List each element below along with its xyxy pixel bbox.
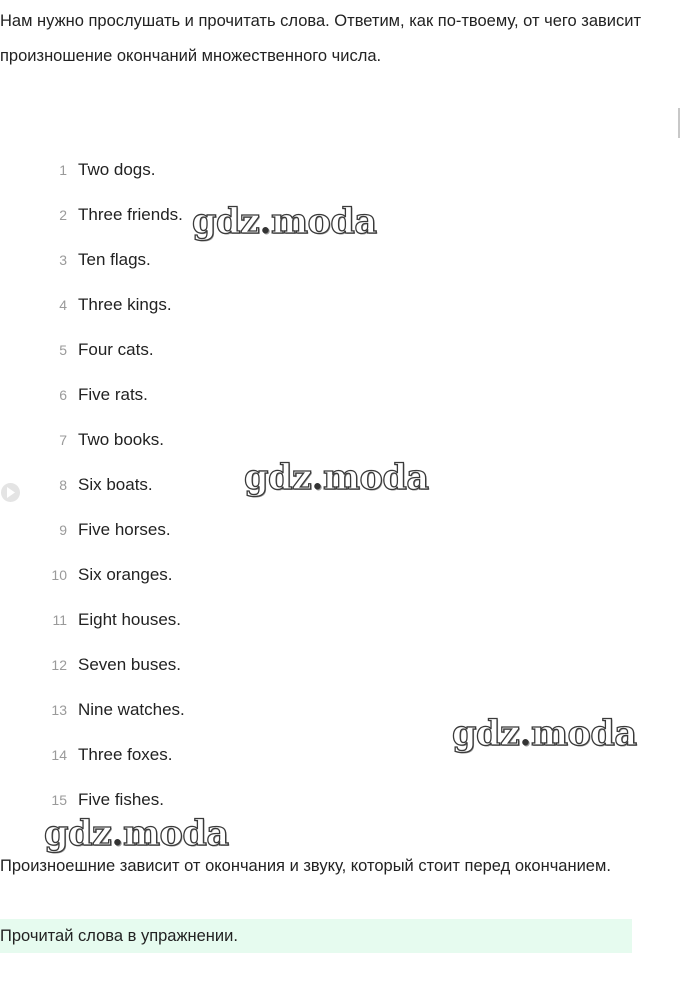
play-icon [7, 487, 15, 498]
item-number: 7 [59, 432, 67, 448]
item-text: Five rats. [78, 385, 148, 404]
task-instruction: Прочитай слова в упражнении. [0, 919, 632, 953]
item-text: Five fishes. [78, 790, 164, 809]
item-number: 10 [51, 567, 67, 583]
item-number: 4 [59, 297, 67, 313]
item-text: Ten flags. [78, 250, 151, 269]
list-item [0, 647, 400, 692]
item-text: Three kings. [78, 295, 172, 314]
item-text: Three friends. [78, 205, 183, 224]
item-number: 6 [59, 387, 67, 403]
item-number: 5 [59, 342, 67, 358]
item-number: 2 [59, 207, 67, 223]
item-text: Five horses. [78, 520, 171, 539]
list-item [0, 152, 400, 197]
item-number: 9 [59, 522, 67, 538]
list-item [0, 377, 400, 422]
item-number: 12 [51, 657, 67, 673]
item-number: 1 [59, 162, 67, 178]
list-item [0, 287, 400, 332]
audio-play-button[interactable] [1, 483, 20, 502]
item-text: Six oranges. [78, 565, 173, 584]
item-text: Eight houses. [78, 610, 182, 629]
list-item [0, 557, 400, 602]
intro-paragraph: Нам нужно прослушать и прочитать слова. Ответим, как по-твоему, от чего зависит произношение окончаний множественного числа. [0, 12, 642, 65]
item-number: 14 [51, 747, 67, 763]
item-number: 11 [52, 612, 67, 628]
item-text: Three foxes. [78, 745, 173, 764]
watermark-logo: gdz.moda [192, 201, 377, 242]
answer-paragraph: Произноешние зависит от окончания и звуку, который стоит перед окончанием. [0, 857, 611, 875]
list-item [0, 332, 400, 377]
list-item [0, 242, 400, 287]
item-text: Two dogs. [78, 160, 156, 179]
item-number: 8 [59, 477, 67, 493]
item-number: 13 [51, 702, 67, 718]
item-number: 15 [51, 792, 67, 808]
list-item [0, 512, 400, 557]
list-item [0, 737, 400, 782]
list-item [0, 602, 400, 647]
item-text: Seven buses. [78, 655, 182, 674]
item-text: Six boats. [78, 475, 153, 494]
list-item [0, 692, 400, 737]
item-number: 3 [59, 252, 67, 268]
item-text: Two books. [78, 430, 164, 449]
watermark-logo: gdz.moda [244, 457, 429, 498]
item-text: Four cats. [78, 340, 154, 359]
watermark-logo: gdz.moda [44, 813, 229, 854]
item-text: Nine watches. [78, 700, 185, 719]
watermark-logo: gdz.moda [452, 713, 637, 754]
